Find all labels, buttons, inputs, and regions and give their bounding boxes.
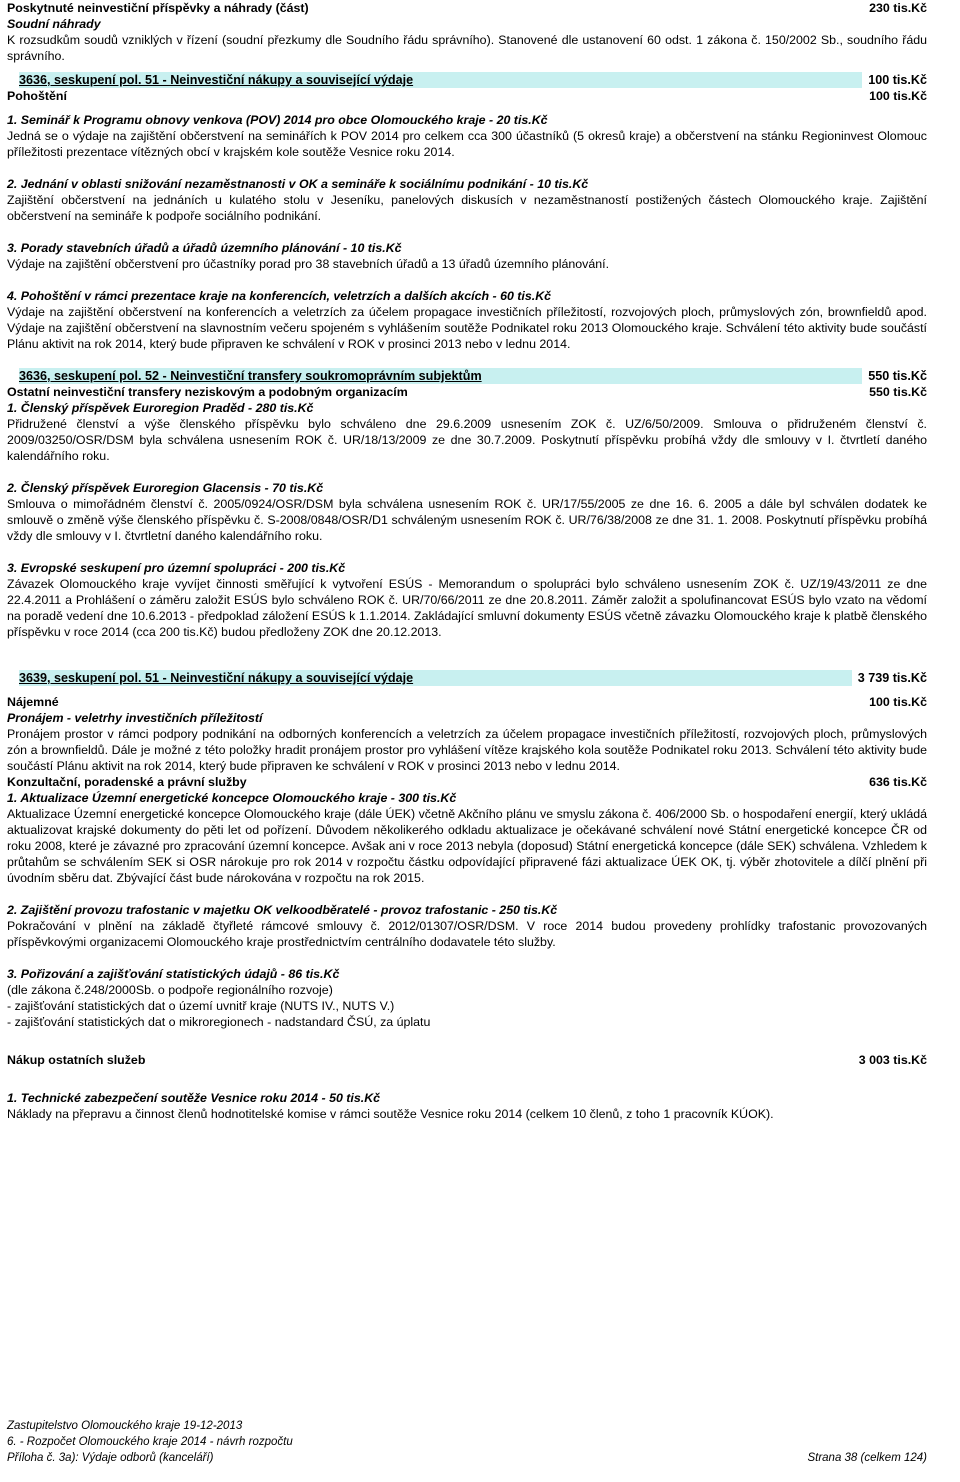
item-text: Jedná se o výdaje na zajištění občerstvení na seminářích k POV 2014 pro celkem cca 300 účastníků (5 okresů kraje) a občerstvení na stánku Regioninvest Olomouc příležitosti prezentace vítězných obcí v krajském kole soutěže Vesnice roku 2014. [7, 129, 927, 159]
subsection-label: Pohoštění [7, 89, 67, 103]
item-title: 1. Technické zabezpečení soutěže Vesnice roku 2014 - 50 tis.Kč [7, 1091, 381, 1105]
item-title: 2. Členský příspěvek Euroregion Glacensis - 70 tis.Kč [7, 481, 324, 495]
section-amount: 550 tis.Kč [862, 368, 927, 384]
subsection-pohosteni [7, 88, 927, 104]
item-title: 3. Evropské seskupení pro územní spolupráci - 200 tis.Kč [7, 561, 346, 575]
footer-line-2: 6. - Rozpočet Olomouckého kraje 2014 - návrh rozpočtu [7, 1436, 293, 1448]
top-heading-amount: 230 tis.Kč [869, 1, 927, 15]
item-title: 2. Zajištění provozu trafostanic v majetku OK velkoodběratelé - provoz trafostanic - 250 tis.Kč [7, 903, 558, 917]
item-title: 2. Jednání v oblasti snižování nezaměstnanosti v OK a semináře k sociálnímu podnikání - 10 tis.Kč [7, 177, 589, 191]
page-footer [7, 1418, 927, 1466]
item-title: 3. Pořizování a zajišťování statistických údajů - 86 tis.Kč [7, 967, 340, 981]
subsection-label: Nájemné [7, 695, 59, 709]
footer-line-3: Příloha č. 3a): Výdaje odborů (kanceláří) [7, 1452, 214, 1464]
top-heading: Poskytnuté neinvestiční příspěvky a náhrady (část) [7, 1, 309, 15]
top-text: K rozsudkům soudů vzniklých v řízení (soudní přezkumy dle Soudního řádu správního). Stanovené dle ustanovení 60 odst. 1 zákona č. 150/2002 Sb., soudního řádu správního. [7, 33, 927, 63]
section-3639-51 [19, 670, 927, 686]
item-text: Pokračování v plnění na základě čtyřleté rámcové smlouvy č. 2012/01307/OSR/DSM. V roce 2014 budou provedeny prohlídky trafostanic provozovaných příspěvkovými organizacemi Olomouckého kraje prostřednictvím centrálního dodavatele této služby. [7, 919, 927, 949]
section-code: 3636, seskupení pol. [19, 369, 142, 383]
subsection-transfery [7, 384, 927, 400]
item-text: Pronájem prostor v rámci podpory podnikání na odborných konferencích a veletrzích za účelem propagace investičních příležitostí, rozvojových ploch, průmyslových zón a brownfieldů. Dále je možné z této položky hradit pronájem prostor pro vyhlášení vítěze krajského kola soutěže Podnikatel roku 2013. Schválení této aktivity bude součástí Plánu aktivit na rok 2014, který bude připraven ke schválení v ROK v prosinci 2013 nebo v lednu 2014. [7, 727, 927, 773]
subsection-amount: 3 003 tis.Kč [858, 1053, 927, 1067]
document-page [7, 0, 927, 1122]
item-text: Výdaje na zajištění občerstvení pro účastníky porad pro 38 stavebních úřadů a 13 úřadů územního plánování. [7, 257, 610, 271]
subsection-label: Konzultační, poradenské a právní služby [7, 775, 247, 789]
section-title: 51 - Neinvestiční nákupy a související výdaje [141, 671, 414, 685]
subsection-konzultace [7, 774, 927, 790]
section-amount: 3 739 tis.Kč [852, 670, 927, 686]
subsection-najemne [7, 694, 927, 710]
subsection-amount: 100 tis.Kč [869, 89, 927, 103]
item-title: 3. Porady stavebních úřadů a úřadů územního plánování - 10 tis.Kč [7, 241, 402, 255]
item-title: 1. Členský příspěvek Euroregion Praděd - 280 tis.Kč [7, 401, 314, 415]
item-title: 4. Pohoštění v rámci prezentace kraje na konferencích, veletrzích a dalších akcích - 60 tis.Kč [7, 289, 552, 303]
subsection-label: Nákup ostatních služeb [7, 1053, 146, 1067]
section-3636-51 [19, 72, 927, 88]
subsection-amount: 636 tis.Kč [869, 775, 927, 789]
item-text: Náklady na přepravu a činnost členů hodnotitelské komise v rámci soutěže Vesnice roku 2014 (celkem 10 členů, z toho 1 pracovník KÚOK). [7, 1107, 774, 1121]
item-text: Výdaje na zajištění občerstvení na konferencích a veletrzích za účelem propagace investičních příležitostí, rozvojových ploch, průmyslových zón, brownfieldů apod. Výdaje na zajištění občerstvení na slavnostním večeru spojeném s vyhlášením soutěže Podnikatel roku 2013 Olomouckého kraje. Schválení této aktivity bude součástí Plánu aktivit na rok 2014, který bude připraven ke schválení v ROK v prosinci 2013 nebo v lednu 2014. [7, 305, 927, 351]
section-title: 51 - Neinvestiční nákupy a související výdaje [141, 73, 414, 87]
subsection-amount: 100 tis.Kč [869, 695, 927, 709]
section-code: 3636, seskupení pol. [19, 73, 142, 87]
section-3636-52 [19, 368, 927, 384]
item-line: - zajišťování statistických dat o mikroregionech - nadstandard ČSÚ, za úplatu [7, 1015, 431, 1029]
item-title: Pronájem - veletrhy investičních příležitostí [7, 711, 263, 725]
item-text: Smlouva o mimořádném členství č. 2005/0924/OSR/DSM byla schválena usnesením ROK č. UR/17/55/2005 ze dne 16. 6. 2005 a dále byl schválen dodatek ke smlouvě o změně výše členského příspěvku č. S-2008/0848/OSR/D1 schváleným usnesením ROK č. UR/76/38/2008 ze dne 31. 1. 2008. Poskytnutí příspěvku probíhá vždy dle smlouvy v I. čtvrtletní daného kalendářního roku. [7, 497, 927, 543]
subsection-label: Ostatní neinvestiční transfery neziskovým a podobným organizacím [7, 385, 408, 399]
item-line: - zajišťování statistických dat o území uvnitř kraje (NUTS IV., NUTS V.) [7, 999, 395, 1013]
section-amount: 100 tis.Kč [862, 72, 927, 88]
top-subheading: Soudní náhrady [7, 17, 101, 31]
section-code: 3639, seskupení pol. [19, 671, 142, 685]
item-text: Přidružené členství a výše členského příspěvku bylo schváleno dne 29.6.2009 usnesením ZOK č. UZ/6/50/2009. Smlouva o přidruženém členství č. 2009/03250/OSR/DSM byla schválena usnesením ROK č. UR/18/13/2009 ze dne 30.7.2009. Poskytnutí příspěvku probíhá vždy dle smlouvy v I. čtvrtletí daného kalendářního roku. [7, 417, 927, 463]
footer-page-number: Strana 38 (celkem 124) [807, 1452, 927, 1464]
top-heading-row [7, 0, 927, 16]
subsection-amount: 550 tis.Kč [869, 385, 927, 399]
item-title: 1. Aktualizace Územní energetické koncepce Olomouckého kraje - 300 tis.Kč [7, 791, 457, 805]
section-title: 52 - Neinvestiční transfery soukromoprávním subjektům [141, 369, 482, 383]
item-title: 1. Seminář k Programu obnovy venkova (POV) 2014 pro obce Olomouckého kraje - 20 tis.Kč [7, 113, 548, 127]
item-text: Aktualizace Územní energetické koncepce Olomouckého kraje (dále ÚEK) včetně Akčního plánu ve smyslu zákona č. 406/2000 Sb. o hospodaření energií, který ukládá aktualizovat krajské dokumenty do pěti let od pořízení. Důvodem několikerého odkladu aktualizace je očekávané schválení nové Státní energetické koncepce ČR od roku 2008, které je závazné pro zpracování územní koncepce. Avšak ani v roce 2013 nebyla (doposud) Státní energetická koncepce (dále SEK) schválena. Vzhledem k průtahům se schválením SEK si OSR nárokuje pro rok 2014 v rozpočtu částku odpovídající připravené fázi aktualizace ÚEK OK, tj. výběr zhotovitele a dílčí plnění při úvodním sběru dat. Zbývající část bude nárokována v rozpočtu na rok 2015. [7, 807, 927, 885]
subsection-nakup [7, 1052, 927, 1068]
footer-line-1: Zastupitelstvo Olomouckého kraje 19-12-2013 [7, 1420, 243, 1432]
item-text: Závazek Olomouckého kraje vyvíjet činnosti směřující k vytvoření ESÚS - Memorandum o spolupráci bylo schváleno usnesením ZOK č. UZ/19/43/2011 ze dne 22.4.2011 a Prohlášení o záměru založit ESÚS bylo schváleno ROK č. UR/70/66/2011 ze dne 20.8.2011. Záměr založit a spolufinancovat ESÚS bylo vzato na vědomí na poradě vedení dne 10.6.2013 - předpoklad záložení ESÚS k 1.1.2014. Zakládající smluvní dokumenty ESÚS včetně závazku Olomouckého kraje k platbě členského příspěvku v roce 2014 (cca 200 tis.Kč) budou předloženy ZOK dne 20.12.2013. [7, 577, 927, 639]
item-text: Zajištění občerstvení na jednáních u kulatého stolu v Jeseníku, panelových diskusích v nezaměstnaností postižených částech Olomouckého kraje. Zajištění občerstvení na semináře k podpoře sociálního podnikání. [7, 193, 927, 223]
item-line: (dle zákona č.248/2000Sb. o podpoře regionálního rozvoje) [7, 983, 333, 997]
